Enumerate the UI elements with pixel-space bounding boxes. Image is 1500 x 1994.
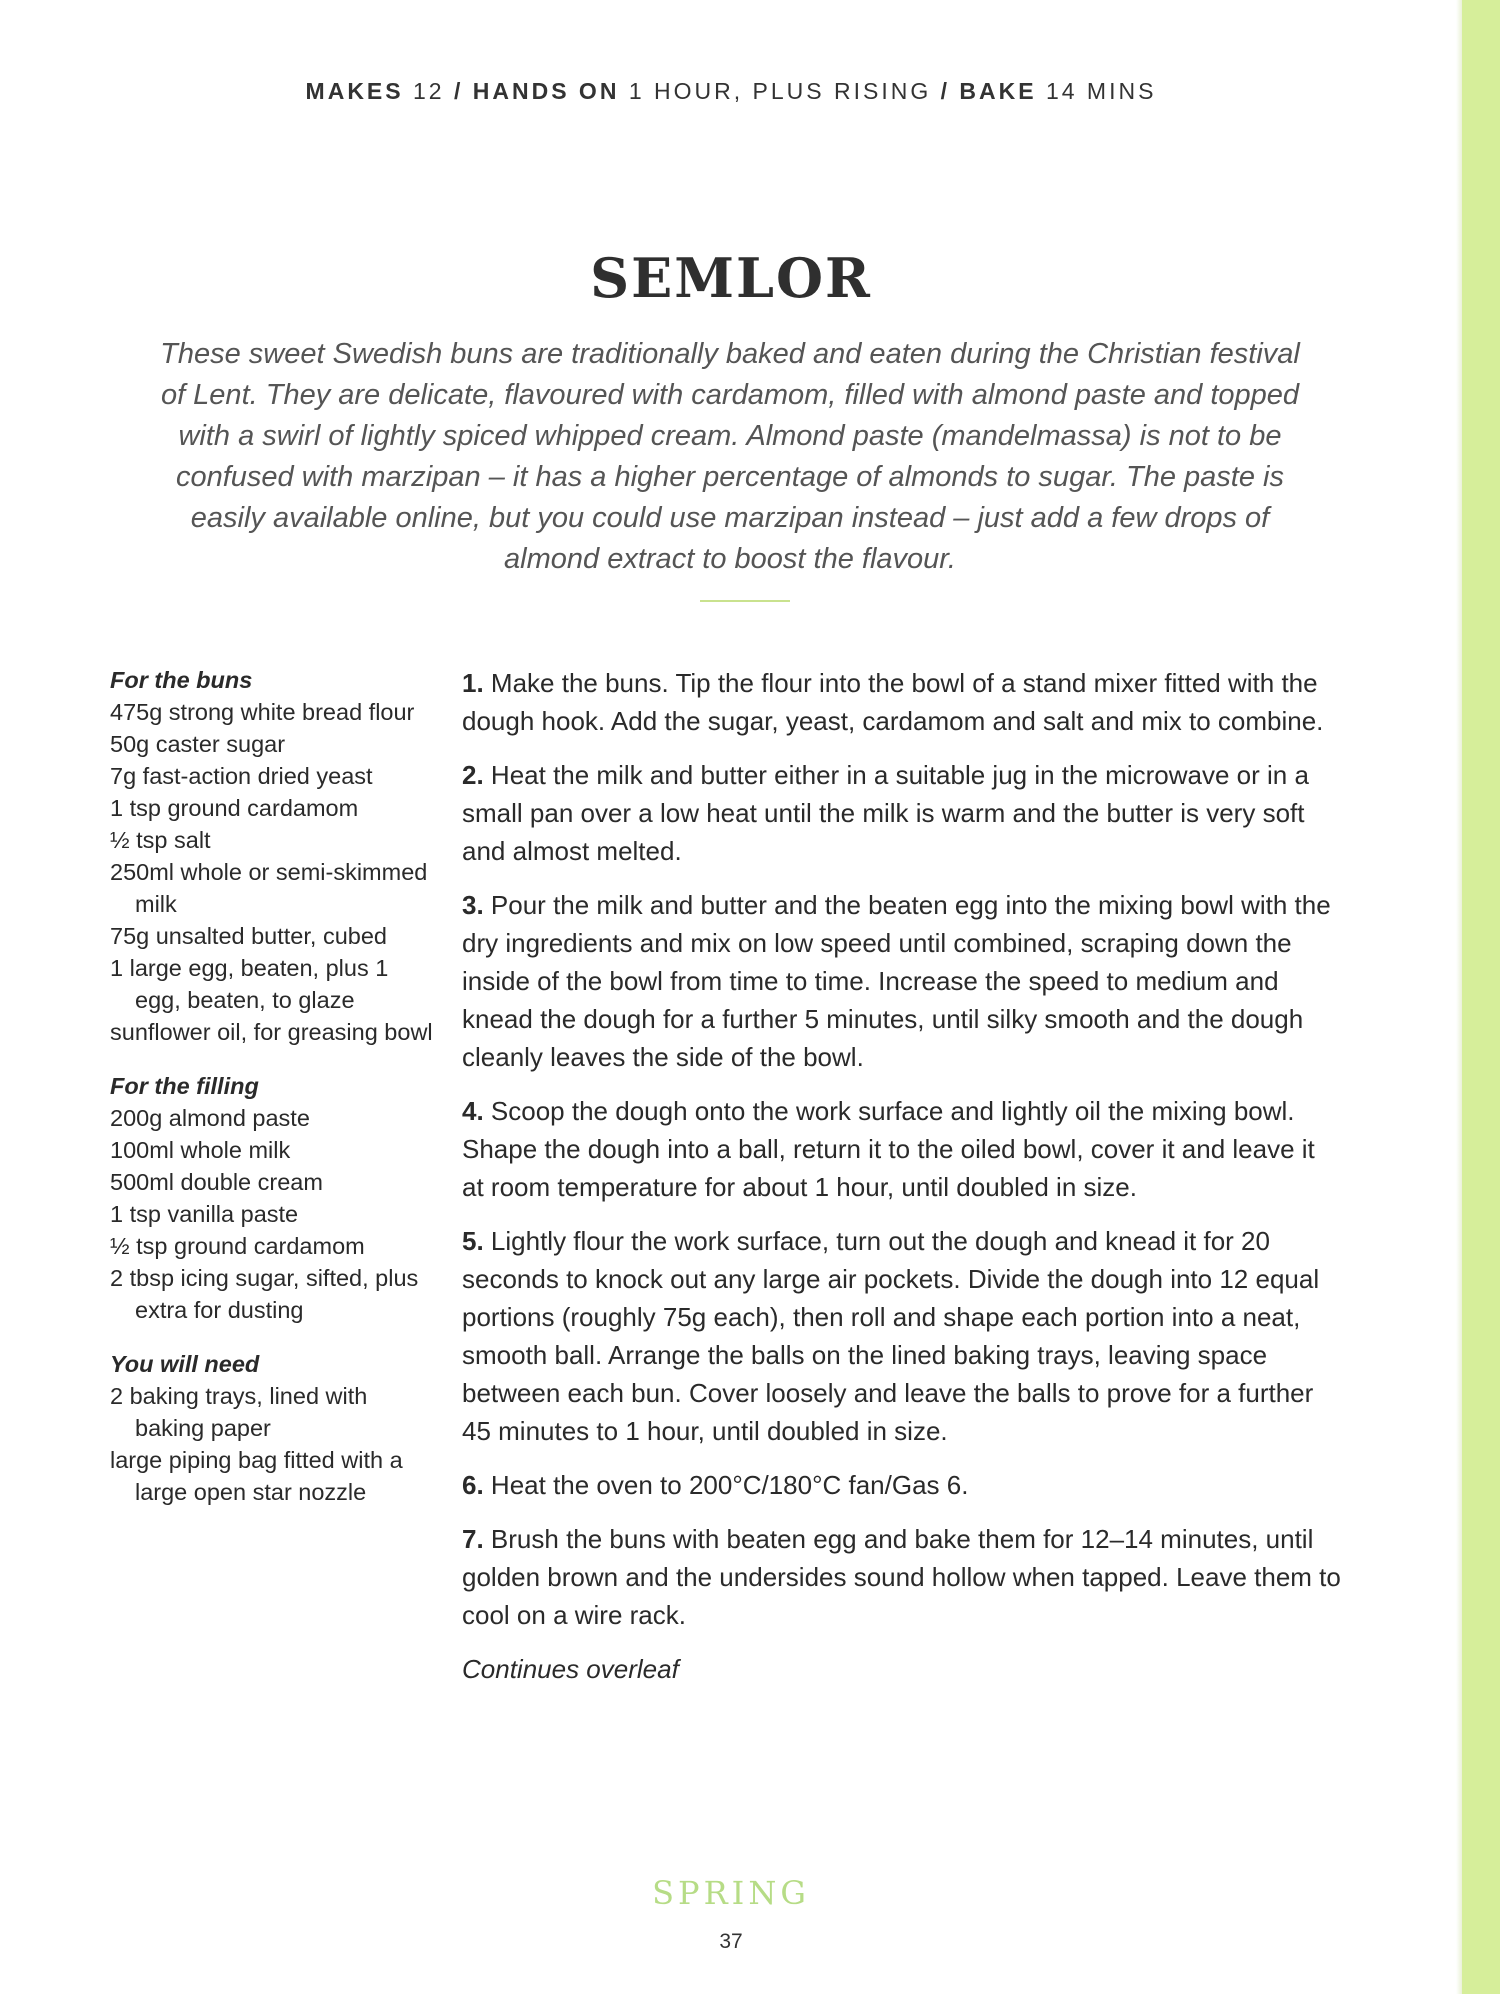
- ingredient-item: large piping bag fitted with a large open star nozzle: [110, 1447, 403, 1505]
- ingredient-item: 1 tsp ground cardamom: [110, 795, 359, 821]
- meta-separator: /: [453, 78, 464, 104]
- step-number: 5.: [462, 1226, 484, 1256]
- section-name: SPRING: [652, 1874, 810, 1912]
- method-steps: [462, 664, 1342, 1688]
- title-divider: [700, 600, 790, 602]
- step-number: 7.: [462, 1524, 484, 1554]
- ingredient-item: 500ml double cream: [110, 1169, 323, 1195]
- ingredient-item: 100ml whole milk: [110, 1137, 291, 1163]
- step-number: 6.: [462, 1470, 484, 1500]
- ingredient-item: 1 tsp vanilla paste: [110, 1201, 299, 1227]
- ingredient-group-heading: For the buns: [110, 667, 253, 693]
- ingredient-group-heading: You will need: [110, 1351, 260, 1377]
- ingredient-item: 50g caster sugar: [110, 731, 286, 757]
- step-text: Heat the milk and butter either in a suitable jug in the microwave or in a small pan over a low heat until the milk is warm and the butter is very soft and almost melted.: [462, 760, 1309, 866]
- method-step: [462, 1520, 1342, 1634]
- step-text: Brush the buns with beaten egg and bake them for 12–14 minutes, until golden brown and the undersides sound hollow when tapped. Leave them to cool on a wire rack.: [462, 1524, 1341, 1630]
- ingredient-item: 1 large egg, beaten, plus 1 egg, beaten, to glaze: [110, 955, 389, 1013]
- step-number: 4.: [462, 1096, 484, 1126]
- makes-value: 12: [413, 78, 445, 104]
- page-number: 37: [719, 1930, 743, 1953]
- method-step: [462, 664, 1342, 740]
- ingredient-item: 250ml whole or semi-skimmed milk: [110, 859, 428, 917]
- page-edge-strip: [1462, 0, 1500, 1994]
- bake-label: BAKE: [959, 78, 1037, 104]
- ingredient-item: 200g almond paste: [110, 1105, 310, 1131]
- step-text: Pour the milk and butter and the beaten egg into the mixing bowl with the dry ingredients and mix on low speed until combined, scraping down the inside of the bowl from time to time. Increase the speed to medium and knead the dough for a further 5 minutes, until silky smooth and the dough cleanly leaves the side of the bowl.: [462, 890, 1331, 1072]
- bake-value: 14 MINS: [1045, 78, 1157, 104]
- ingredient-group-heading: For the filling: [110, 1073, 259, 1099]
- recipe-title: SEMLOR: [590, 246, 872, 310]
- ingredient-item: 7g fast-action dried yeast: [110, 763, 373, 789]
- makes-label: MAKES: [305, 78, 404, 104]
- step-number: 1.: [462, 668, 484, 698]
- continues-overleaf-note: Continues overleaf: [462, 1654, 679, 1684]
- ingredient-item: 75g unsalted butter, cubed: [110, 923, 387, 949]
- ingredients-list: [110, 664, 440, 1530]
- ingredient-group: [110, 664, 440, 1048]
- meta-separator: /: [940, 78, 950, 104]
- step-text: Lightly flour the work surface, turn out the dough and knead it for 20 seconds to knock out any large air pockets. Divide the dough into 12 equal portions (roughly 75g each), then roll and shape each portion into a neat, smooth ball. Arrange the balls on the lined baking trays, leaving space between each bun. Cover loosely and leave the balls to prove for a further 45 minutes to 1 hour, until doubled in size.: [462, 1226, 1320, 1446]
- method-step: [462, 756, 1342, 870]
- ingredient-item: ½ tsp salt: [110, 827, 211, 853]
- ingredient-item: sunflower oil, for greasing bowl: [110, 1019, 433, 1045]
- recipe-meta: [0, 78, 1462, 105]
- method-step: [462, 1092, 1342, 1206]
- ingredient-item: 2 tbsp icing sugar, sifted, plus extra for dusting: [110, 1265, 419, 1323]
- ingredient-group: [110, 1070, 440, 1326]
- method-step: [462, 1222, 1342, 1450]
- step-text: Heat the oven to 200°C/180°C fan/Gas 6.: [490, 1470, 969, 1500]
- recipe-intro: These sweet Swedish buns are traditionally baked and eaten during the Christian festival of Lent. They are delicate, flavoured with cardamom, filled with almond paste and topped with a swirl of lightly spiced whipped cream. Almond paste (mandelmassa) is not to be confused with marzipan – it has a higher percentage of almonds to sugar. The paste is easily available online, but you could use marzipan instead – just add a few drops of almond extract to boost the flavour.: [160, 338, 1300, 575]
- step-text: Make the buns. Tip the flour into the bowl of a stand mixer fitted with the dough hook. Add the sugar, yeast, cardamom and salt and mix to combine.: [462, 668, 1324, 736]
- step-text: Scoop the dough onto the work surface and lightly oil the mixing bowl. Shape the dough into a ball, return it to the oiled bowl, cover it and leave it at room temperature for about 1 hour, until doubled in size.: [462, 1096, 1315, 1202]
- step-number: 2.: [462, 760, 484, 790]
- ingredient-item: ½ tsp ground cardamom: [110, 1233, 365, 1259]
- hands-on-label: HANDS ON: [472, 78, 620, 104]
- ingredient-item: 475g strong white bread flour: [110, 699, 415, 725]
- hands-on-value: 1 HOUR, PLUS RISING: [628, 78, 932, 104]
- ingredient-group: [110, 1348, 440, 1508]
- method-step: [462, 1466, 1342, 1504]
- step-number: 3.: [462, 890, 484, 920]
- method-step: [462, 886, 1342, 1076]
- ingredient-item: 2 baking trays, lined with baking paper: [110, 1383, 368, 1441]
